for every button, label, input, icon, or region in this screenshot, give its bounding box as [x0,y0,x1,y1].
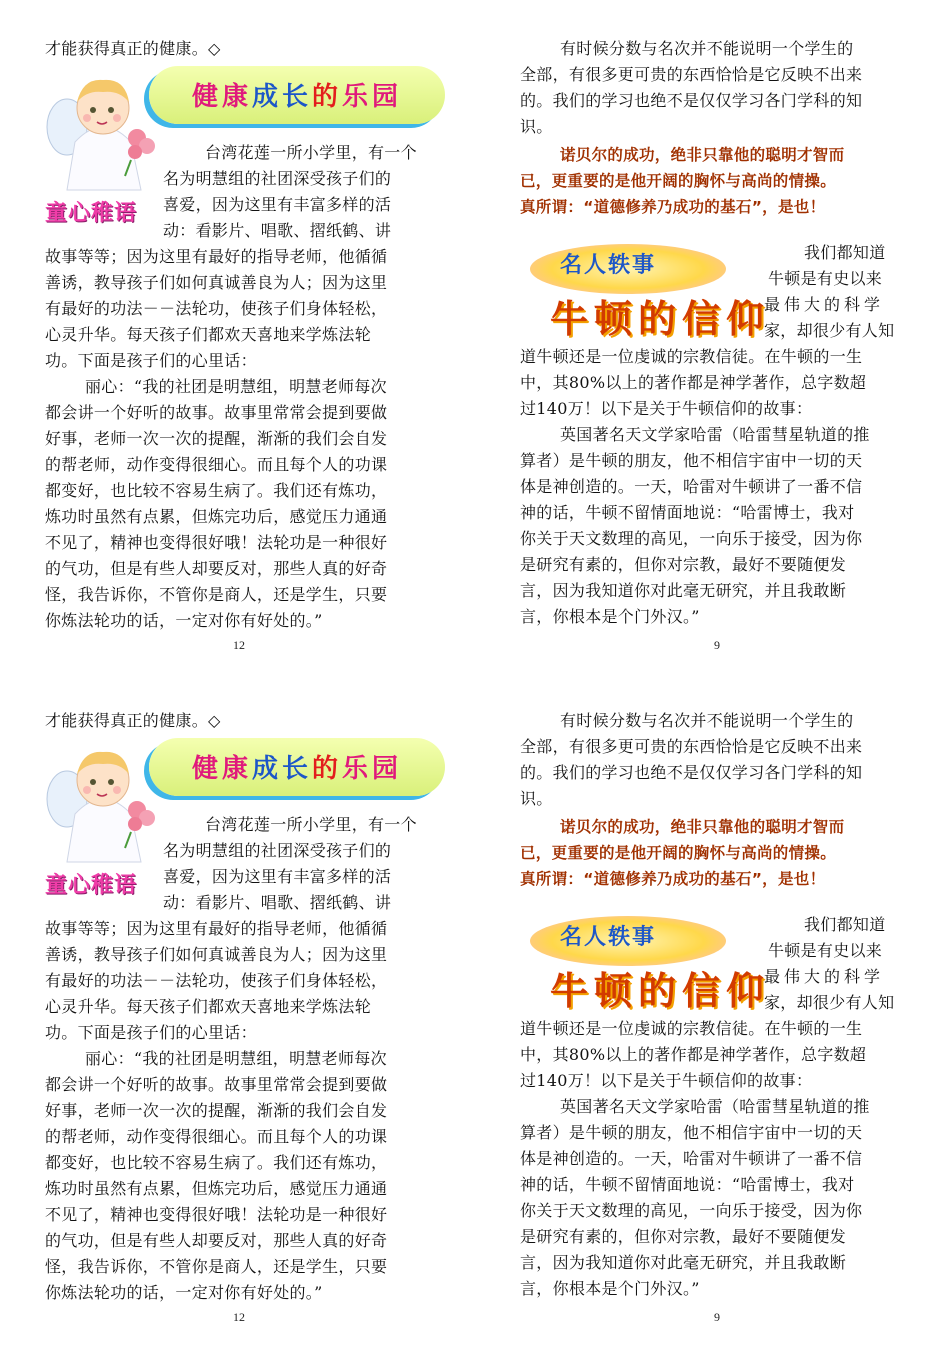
angel-illustration [45,744,163,864]
text-line: 最伟大的科学 [764,967,885,986]
text-line: 牛顿是有史以来 [768,941,883,960]
health-banner [149,738,445,796]
page-number: 12 [233,1310,245,1324]
kids-section-label: 童心稚语 [45,201,138,226]
banner-word: 健康 [191,754,252,784]
text-line: 功。下面是孩子们的心里话： [45,351,257,370]
text-line: 善诱，教导孩子们如何真诚善良为人；因为这里 [45,273,388,292]
text-line: 你炼法轮功的话，一定对你有好处的。” [45,611,323,630]
text-line: 台湾花莲一所小学里，有一个 [205,143,417,162]
text-line: 中，其80%以上的著作都是神学著作，总字数超 [520,1045,867,1064]
angel-illustration [45,72,163,192]
text-line: 神的话，牛顿不留情面地说：“哈雷博士，我对 [520,503,855,522]
text-line: 言，因为我知道你对此毫无研究，并且我敢断 [520,581,847,600]
text-line: 过140万！以下是关于牛顿信仰的故事： [520,1071,813,1090]
right-page [520,672,916,1344]
text-line: 英国著名天文学家哈雷（哈雷彗星轨道的推 [560,1097,870,1116]
text-line: 才能获得真正的健康。◇ [45,711,221,730]
banner-word: 成长 [251,82,312,112]
text-line: 好事，老师一次一次的提醒，渐渐的我们会自发 [45,1101,388,1120]
text-line: 怪，我告诉你，不管你是商人，还是学生，只要 [45,585,388,604]
text-line: 有时候分数与名次并不能说明一个学生的 [560,39,854,58]
text-line: 你关于天文数理的高见，一向乐于接受，因为你 [520,1201,863,1220]
text-line: 炼功时虽然有点累，但炼完功后，感觉压力通通 [45,507,388,526]
text-line: 炼功时虽然有点累，但炼完功后，感觉压力通通 [45,1179,388,1198]
page-number: 12 [233,638,245,652]
kids-section-label: 童心稚语 [45,873,138,898]
text-line: 体是神创造的。一天，哈雷对牛顿讲了一番不信 [520,477,863,496]
text-line: 牛顿是有史以来 [768,269,883,288]
story-title: 牛顿的信仰 [550,296,771,341]
text-line: 算者）是牛顿的朋友，他不相信宇宙中一切的天 [520,1123,863,1142]
text-line: 言，你根本是个门外汉。” [520,1279,700,1298]
banner-word: 乐园 [342,754,403,784]
left-page [45,672,445,1344]
text-line: 功。下面是孩子们的心里话： [45,1023,257,1042]
text-line: 怪，我告诉你，不管你是商人，还是学生，只要 [45,1257,388,1276]
left-page [45,0,445,672]
highlight-line: 真所谓：“道德修养乃成功的基石”，是也！ [520,870,826,888]
text-line: 心灵升华。每天孩子们都欢天喜地来学炼法轮 [45,997,372,1016]
text-line: 神的话，牛顿不留情面地说：“哈雷博士，我对 [520,1175,855,1194]
text-line: 全部，有很多更可贵的东西恰恰是它反映不出来 [520,737,863,756]
text-line: 的帮老师，动作变得很细心。而且每个人的功课 [45,455,388,474]
story-section-label: 名人轶事 [560,925,657,950]
health-banner [149,66,445,124]
text-line: 你炼法轮功的话，一定对你有好处的。” [45,1283,323,1302]
sheet-bottom [0,672,950,1344]
text-line: 我们都知道 [804,915,886,934]
text-line: 英国著名天文学家哈雷（哈雷彗星轨道的推 [560,425,870,444]
text-line: 道牛顿还是一位虔诚的宗教信徒。在牛顿的一生 [520,347,863,366]
text-line: 善诱，教导孩子们如何真诚善良为人；因为这里 [45,945,388,964]
highlight-line: 真所谓：“道德修养乃成功的基石”，是也！ [520,198,826,216]
banner-word: 的 [312,754,343,784]
story-banner [520,910,770,1022]
text-line: 道牛顿还是一位虔诚的宗教信徒。在牛顿的一生 [520,1019,863,1038]
text-line: 过140万！以下是关于牛顿信仰的故事： [520,399,813,418]
text-line: 家，却很少有人知 [764,321,895,340]
text-line: 都会讲一个好听的故事。故事里常常会提到要做 [45,403,388,422]
text-line: 的。我们的学习也绝不是仅仅学习各门学科的知 [520,91,863,110]
text-line: 的帮老师，动作变得很细心。而且每个人的功课 [45,1127,388,1146]
text-line: 丽心：“我的社团是明慧组，明慧老师每次 [85,377,387,396]
text-line: 的气功，但是有些人却要反对，那些人真的好奇 [45,1231,388,1250]
text-line: 识。 [520,117,553,136]
text-line: 识。 [520,789,553,808]
text-line: 丽心：“我的社团是明慧组，明慧老师每次 [85,1049,387,1068]
highlight-line: 已，更重要的是他开阔的胸怀与高尚的情操。 [520,172,837,190]
text-line: 的。我们的学习也绝不是仅仅学习各门学科的知 [520,763,863,782]
story-title: 牛顿的信仰 [550,968,771,1013]
text-line: 有时候分数与名次并不能说明一个学生的 [560,711,854,730]
text-line: 动：看影片、唱歌、摺纸鹤、讲 [163,221,392,240]
banner-word: 的 [312,82,343,112]
banner-word: 乐园 [342,82,403,112]
text-line: 好事，老师一次一次的提醒，渐渐的我们会自发 [45,429,388,448]
text-line: 有最好的功法－－法轮功，使孩子们身体轻松， [45,299,388,318]
text-line: 是研究有素的，但你对宗教，最好不要随便发 [520,1227,847,1246]
text-line: 才能获得真正的健康。◇ [45,39,221,58]
text-line: 的气功，但是有些人却要反对，那些人真的好奇 [45,559,388,578]
text-line: 有最好的功法－－法轮功，使孩子们身体轻松， [45,971,388,990]
text-line: 全部，有很多更可贵的东西恰恰是它反映不出来 [520,65,863,84]
text-line: 都变好，也比较不容易生病了。我们还有炼功， [45,481,388,500]
text-line: 都会讲一个好听的故事。故事里常常会提到要做 [45,1075,388,1094]
text-line: 你关于天文数理的高见，一向乐于接受，因为你 [520,529,863,548]
text-line: 名为明慧组的社团深受孩子们的 [163,169,392,188]
page-number: 9 [714,638,720,652]
sheet-top [0,0,950,672]
text-line: 不见了，精神也变得很好哦！法轮功是一种很好 [45,1205,388,1224]
text-line: 故事等等；因为这里有最好的指导老师，他循循 [45,247,388,266]
text-line: 故事等等；因为这里有最好的指导老师，他循循 [45,919,388,938]
text-line: 心灵升华。每天孩子们都欢天喜地来学炼法轮 [45,325,372,344]
text-line: 不见了，精神也变得很好哦！法轮功是一种很好 [45,533,388,552]
text-line: 体是神创造的。一天，哈雷对牛顿讲了一番不信 [520,1149,863,1168]
text-line: 算者）是牛顿的朋友，他不相信宇宙中一切的天 [520,451,863,470]
story-banner [520,238,770,350]
text-line: 言，你根本是个门外汉。” [520,607,700,626]
text-line: 喜爱，因为这里有丰富多样的活 [163,867,392,886]
text-line: 家，却很少有人知 [764,993,895,1012]
text-line: 中，其80%以上的著作都是神学著作，总字数超 [520,373,867,392]
text-line: 名为明慧组的社团深受孩子们的 [163,841,392,860]
page-number: 9 [714,1310,720,1324]
banner-word: 成长 [251,754,312,784]
text-line: 是研究有素的，但你对宗教，最好不要随便发 [520,555,847,574]
text-line: 我们都知道 [804,243,886,262]
text-line: 都变好，也比较不容易生病了。我们还有炼功， [45,1153,388,1172]
text-line: 台湾花莲一所小学里，有一个 [205,815,417,834]
story-section-label: 名人轶事 [560,253,657,278]
highlight-line: 已，更重要的是他开阔的胸怀与高尚的情操。 [520,844,837,862]
highlight-line: 诺贝尔的成功，绝非只靠他的聪明才智而 [560,146,845,164]
text-line: 最伟大的科学 [764,295,885,314]
text-line: 言，因为我知道你对此毫无研究，并且我敢断 [520,1253,847,1272]
text-line: 动：看影片、唱歌、摺纸鹤、讲 [163,893,392,912]
banner-word: 健康 [191,82,252,112]
text-line: 喜爱，因为这里有丰富多样的活 [163,195,392,214]
highlight-line: 诺贝尔的成功，绝非只靠他的聪明才智而 [560,818,845,836]
right-page [520,0,916,672]
